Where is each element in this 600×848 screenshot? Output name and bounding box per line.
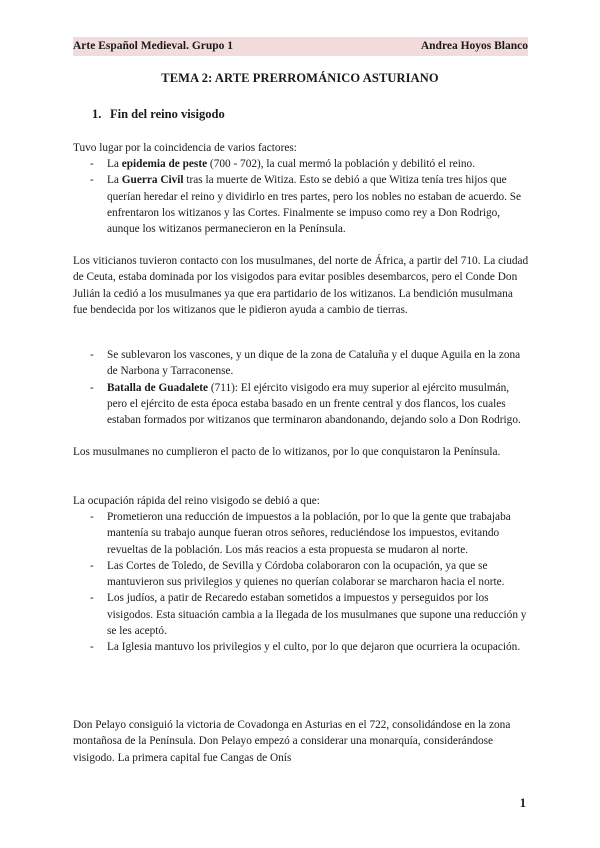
page-number: 1 [519, 796, 526, 810]
paragraph-pacto: Los musulmanes no cumplieron el pacto de lo witizanos, por lo que conquistaron la Península. [73, 446, 501, 458]
list-item: - La epidemia de peste (700 - 702), la cual mermó la población y debilitó el reino. [73, 156, 529, 172]
list-item: - Se sublevaron los vascones, y un dique de la zona de Cataluña y el duque Aguila en la zona de Narbona y Tarraconense. [73, 347, 529, 380]
header-course: Arte Español Medieval. Grupo 1 [73, 40, 234, 52]
paragraph-viticianos: Los viticianos tuvieron contacto con los musulmanes, del norte de África, a partir del 710. La ciudad de Ceuta, estaba dominada por los visigodos para evitar posibles desembarcos, pero el Conde Don Julián la cedió a los musulmanes ya que era partidario de los witizanos. La bendición musulmana fue bendecida por los witizanos que le pidieron ayuda a cambio de tierras. [73, 255, 529, 316]
section-number: 1. [92, 107, 102, 121]
paragraph-pelayo: Don Pelayo consiguió la victoria de Covadonga en Asturias en el 722, consolidándose en la zona montañosa de la Península. Don Pelayo empezó a considerar una monarquía, considerándose visigodo. La primera capital fue Cangas de Onís [73, 719, 511, 764]
list-item: - La Guerra Civil tras la muerte de Witiza. Esto se debió a que Witiza tenía tres hijos que querían heredar el reino y dividirlo en tres partes, pero los nobles no estaban de acuerdo. Se enfrentaron los witizanos y las Cortes. Finalmente se impuso como rey a Don Rodrigo, aunque los witizanos permanecieron en la Península. [73, 172, 529, 237]
page-header [73, 37, 528, 56]
events-list [73, 347, 529, 428]
header-author: Andrea Hoyos Blanco [420, 40, 528, 52]
list-item: - Las Cortes de Toledo, de Sevilla y Córdoba colaboraron con la ocupación, ya que se mantuvieron sus privilegios y quienes no querían colaborar se marcharon hacia el norte. [73, 558, 529, 591]
document-title: TEMA 2: ARTE PRERROMÁNICO ASTURIANO [161, 71, 439, 85]
factors-list [73, 156, 529, 237]
reasons-list [73, 509, 529, 656]
list-item: - Batalla de Guadalete (711): El ejército visigodo era muy superior al ejército musulmán, pero el ejército de esta época estaba basado en un frente central y dos flancos, los cuales estaban formados por witizanos que terminaron abandonando, dejando solo a Don Rodrigo. [73, 380, 529, 429]
list-item: - Los judíos, a patir de Recaredo estaban sometidos a impuestos y perseguidos por los visigodos. Esta situación cambia a la llegada de los musulmanes que supone una reducción y se les aceptó. [73, 590, 529, 639]
section-heading [92, 107, 225, 122]
list-item: - La Iglesia mantuvo los privilegios y el culto, por lo que dejaron que ocurriera la ocupación. [73, 639, 529, 655]
paragraph-ocupacion: La ocupación rápida del reino visigodo se debió a que: [73, 495, 320, 507]
section-title: Fin del reino visigodo [110, 107, 225, 121]
intro-paragraph: Tuvo lugar por la coincidencia de varios factores: [73, 142, 297, 154]
list-item: - Prometieron una reducción de impuestos a la población, por lo que la gente que trabajaba mantenía su trabajo aunque fueran otros señores, reduciéndose los impuestos, evitando revueltas de la población. Los más reacios a esta propuesta se mudaron al norte. [73, 509, 529, 558]
